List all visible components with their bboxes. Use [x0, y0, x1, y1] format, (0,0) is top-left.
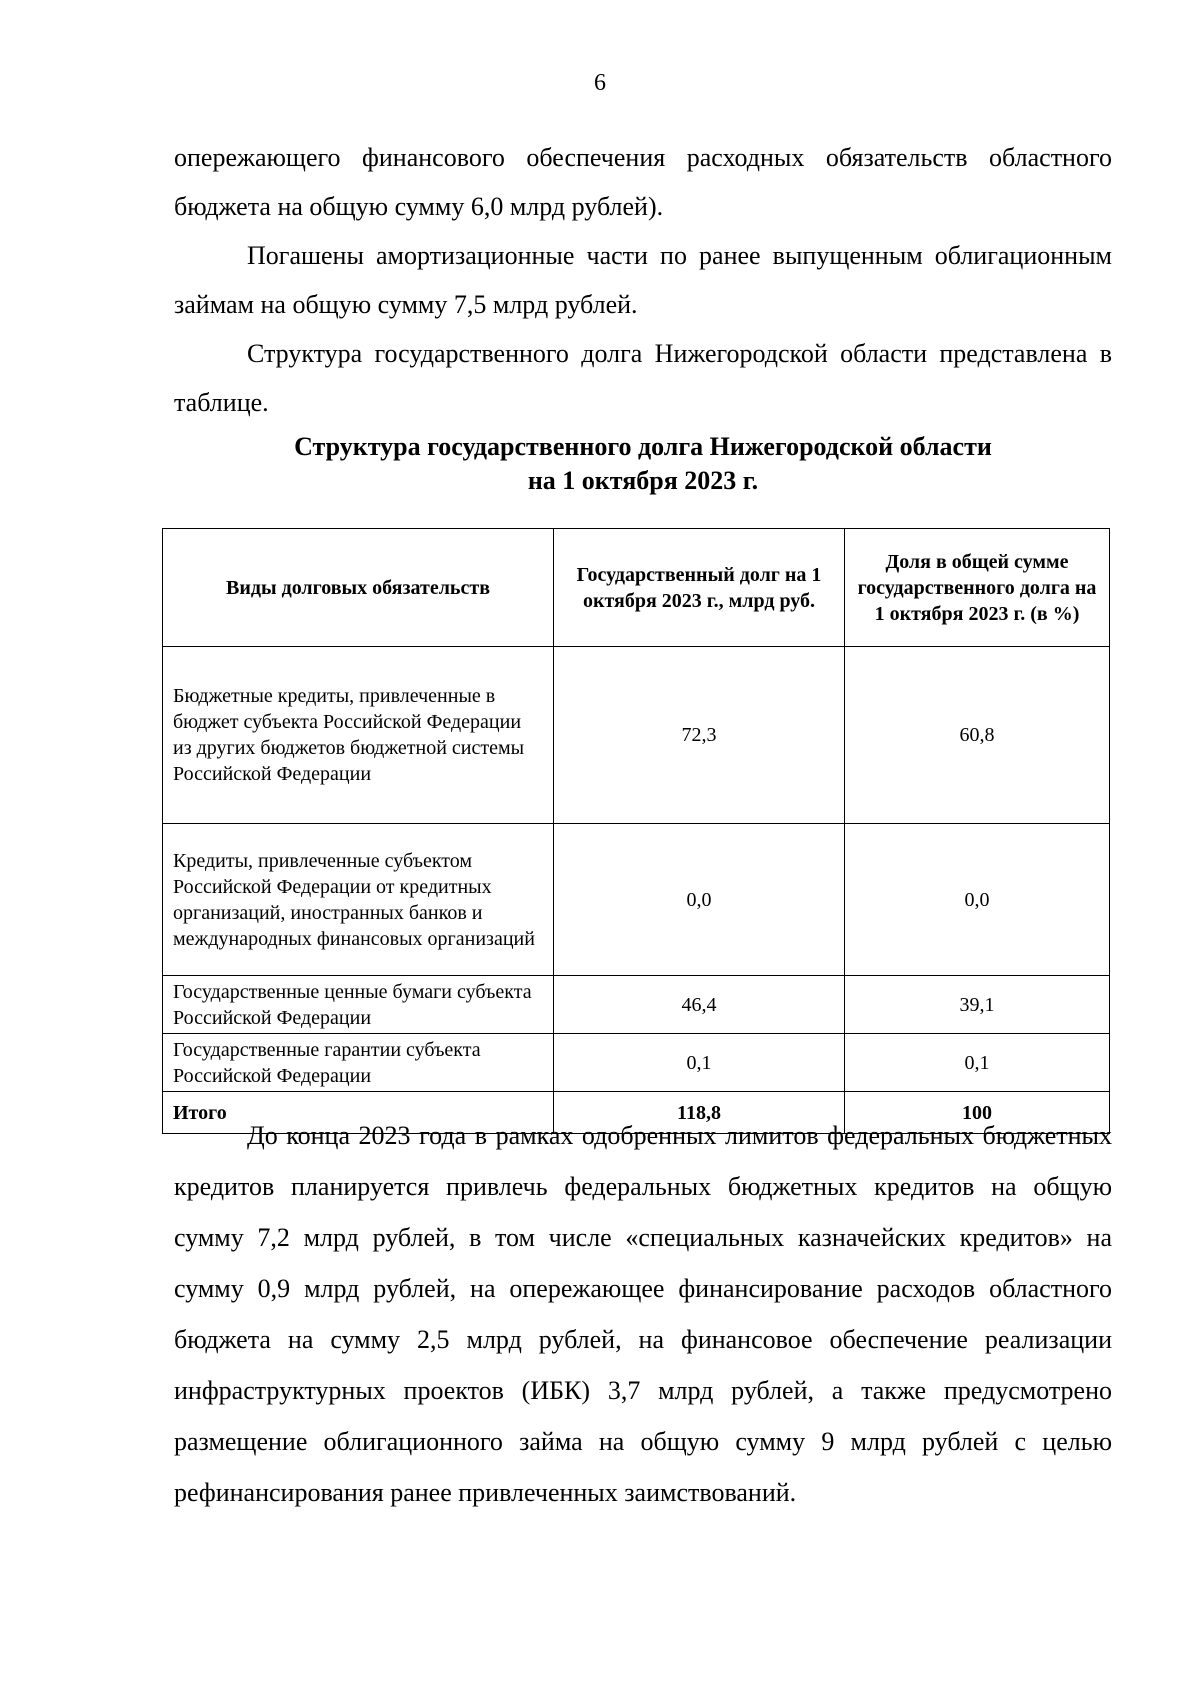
header-debt-type: Виды долговых обязательств [163, 529, 554, 647]
outro-text [174, 1110, 1112, 1518]
row-debt-share: 0,0 [845, 824, 1110, 976]
header-debt-amount: Государственный долг на 1 октября 2023 г., млрд руб. [554, 529, 845, 647]
table-row [163, 976, 1110, 1034]
header-debt-share: Доля в общей сумме государственного долга на 1 октября 2023 г. (в %) [845, 529, 1110, 647]
table-row [163, 824, 1110, 976]
debt-structure-table [162, 528, 1110, 1134]
page-number: 6 [594, 70, 606, 96]
row-debt-type: Государственные ценные бумаги субъекта Российской Федерации [163, 976, 554, 1034]
paragraph-plans: До конца 2023 года в рамках одобренных лимитов федеральных бюджетных кредитов планируется привлечь федеральных бюджетных кредитов на общую сумму 7,2 млрд рублей, в том числе «специальных казначейских кредитов» на сумму 0,9 млрд рублей, на опережающее финансирование расходов областного бюджета на сумму 2,5 млрд рублей, на финансовое обеспечение реализации инфраструктурных проектов (ИБК) 3,7 млрд рублей, а также предусмотрено размещение облигационного займа на общую сумму 9 млрд рублей с целью рефинансирования ранее привлеченных заимствований. [174, 1121, 1112, 1507]
paragraph-repayment: Погашены амортизационные части по ранее выпущенным облигационным займам на общую сумму 7,5 млрд рублей. [174, 241, 1112, 319]
total-debt-share: 100 [845, 1092, 1110, 1134]
row-debt-type: Государственные гарантии субъекта Российской Федерации [163, 1034, 554, 1092]
row-debt-share: 0,1 [845, 1034, 1110, 1092]
paragraph-continuation: опережающего финансового обеспечения расходных обязательств областного бюджета на общую сумму 6,0 млрд рублей). [174, 143, 1112, 221]
total-debt-amount: 118,8 [554, 1092, 845, 1134]
intro-text [174, 133, 1112, 427]
paragraph-structure: Структура государственного долга Нижегородской области представлена в таблице. [174, 339, 1112, 417]
row-debt-amount: 72,3 [554, 647, 845, 824]
table-title-line1: Структура государственного долга Нижегородской области [294, 432, 992, 461]
table-row [163, 1034, 1110, 1092]
row-debt-type: Кредиты, привлеченные субъектом Российской Федерации от кредитных организаций, иностранных банков и международных финансовых организаций [163, 824, 554, 976]
row-debt-amount: 0,1 [554, 1034, 845, 1092]
table-header-row [163, 529, 1110, 647]
row-debt-amount: 46,4 [554, 976, 845, 1034]
table-title-line2: на 1 октября 2023 г. [527, 466, 759, 495]
row-debt-amount: 0,0 [554, 824, 845, 976]
row-debt-share: 60,8 [845, 647, 1110, 824]
table-title [174, 430, 1112, 498]
row-debt-type: Бюджетные кредиты, привлеченные в бюджет субъекта Российской Федерации из других бюджетов бюджетной системы Российской Федерации [163, 647, 554, 824]
table-row [163, 647, 1110, 824]
total-label: Итого [163, 1092, 554, 1134]
row-debt-share: 39,1 [845, 976, 1110, 1034]
